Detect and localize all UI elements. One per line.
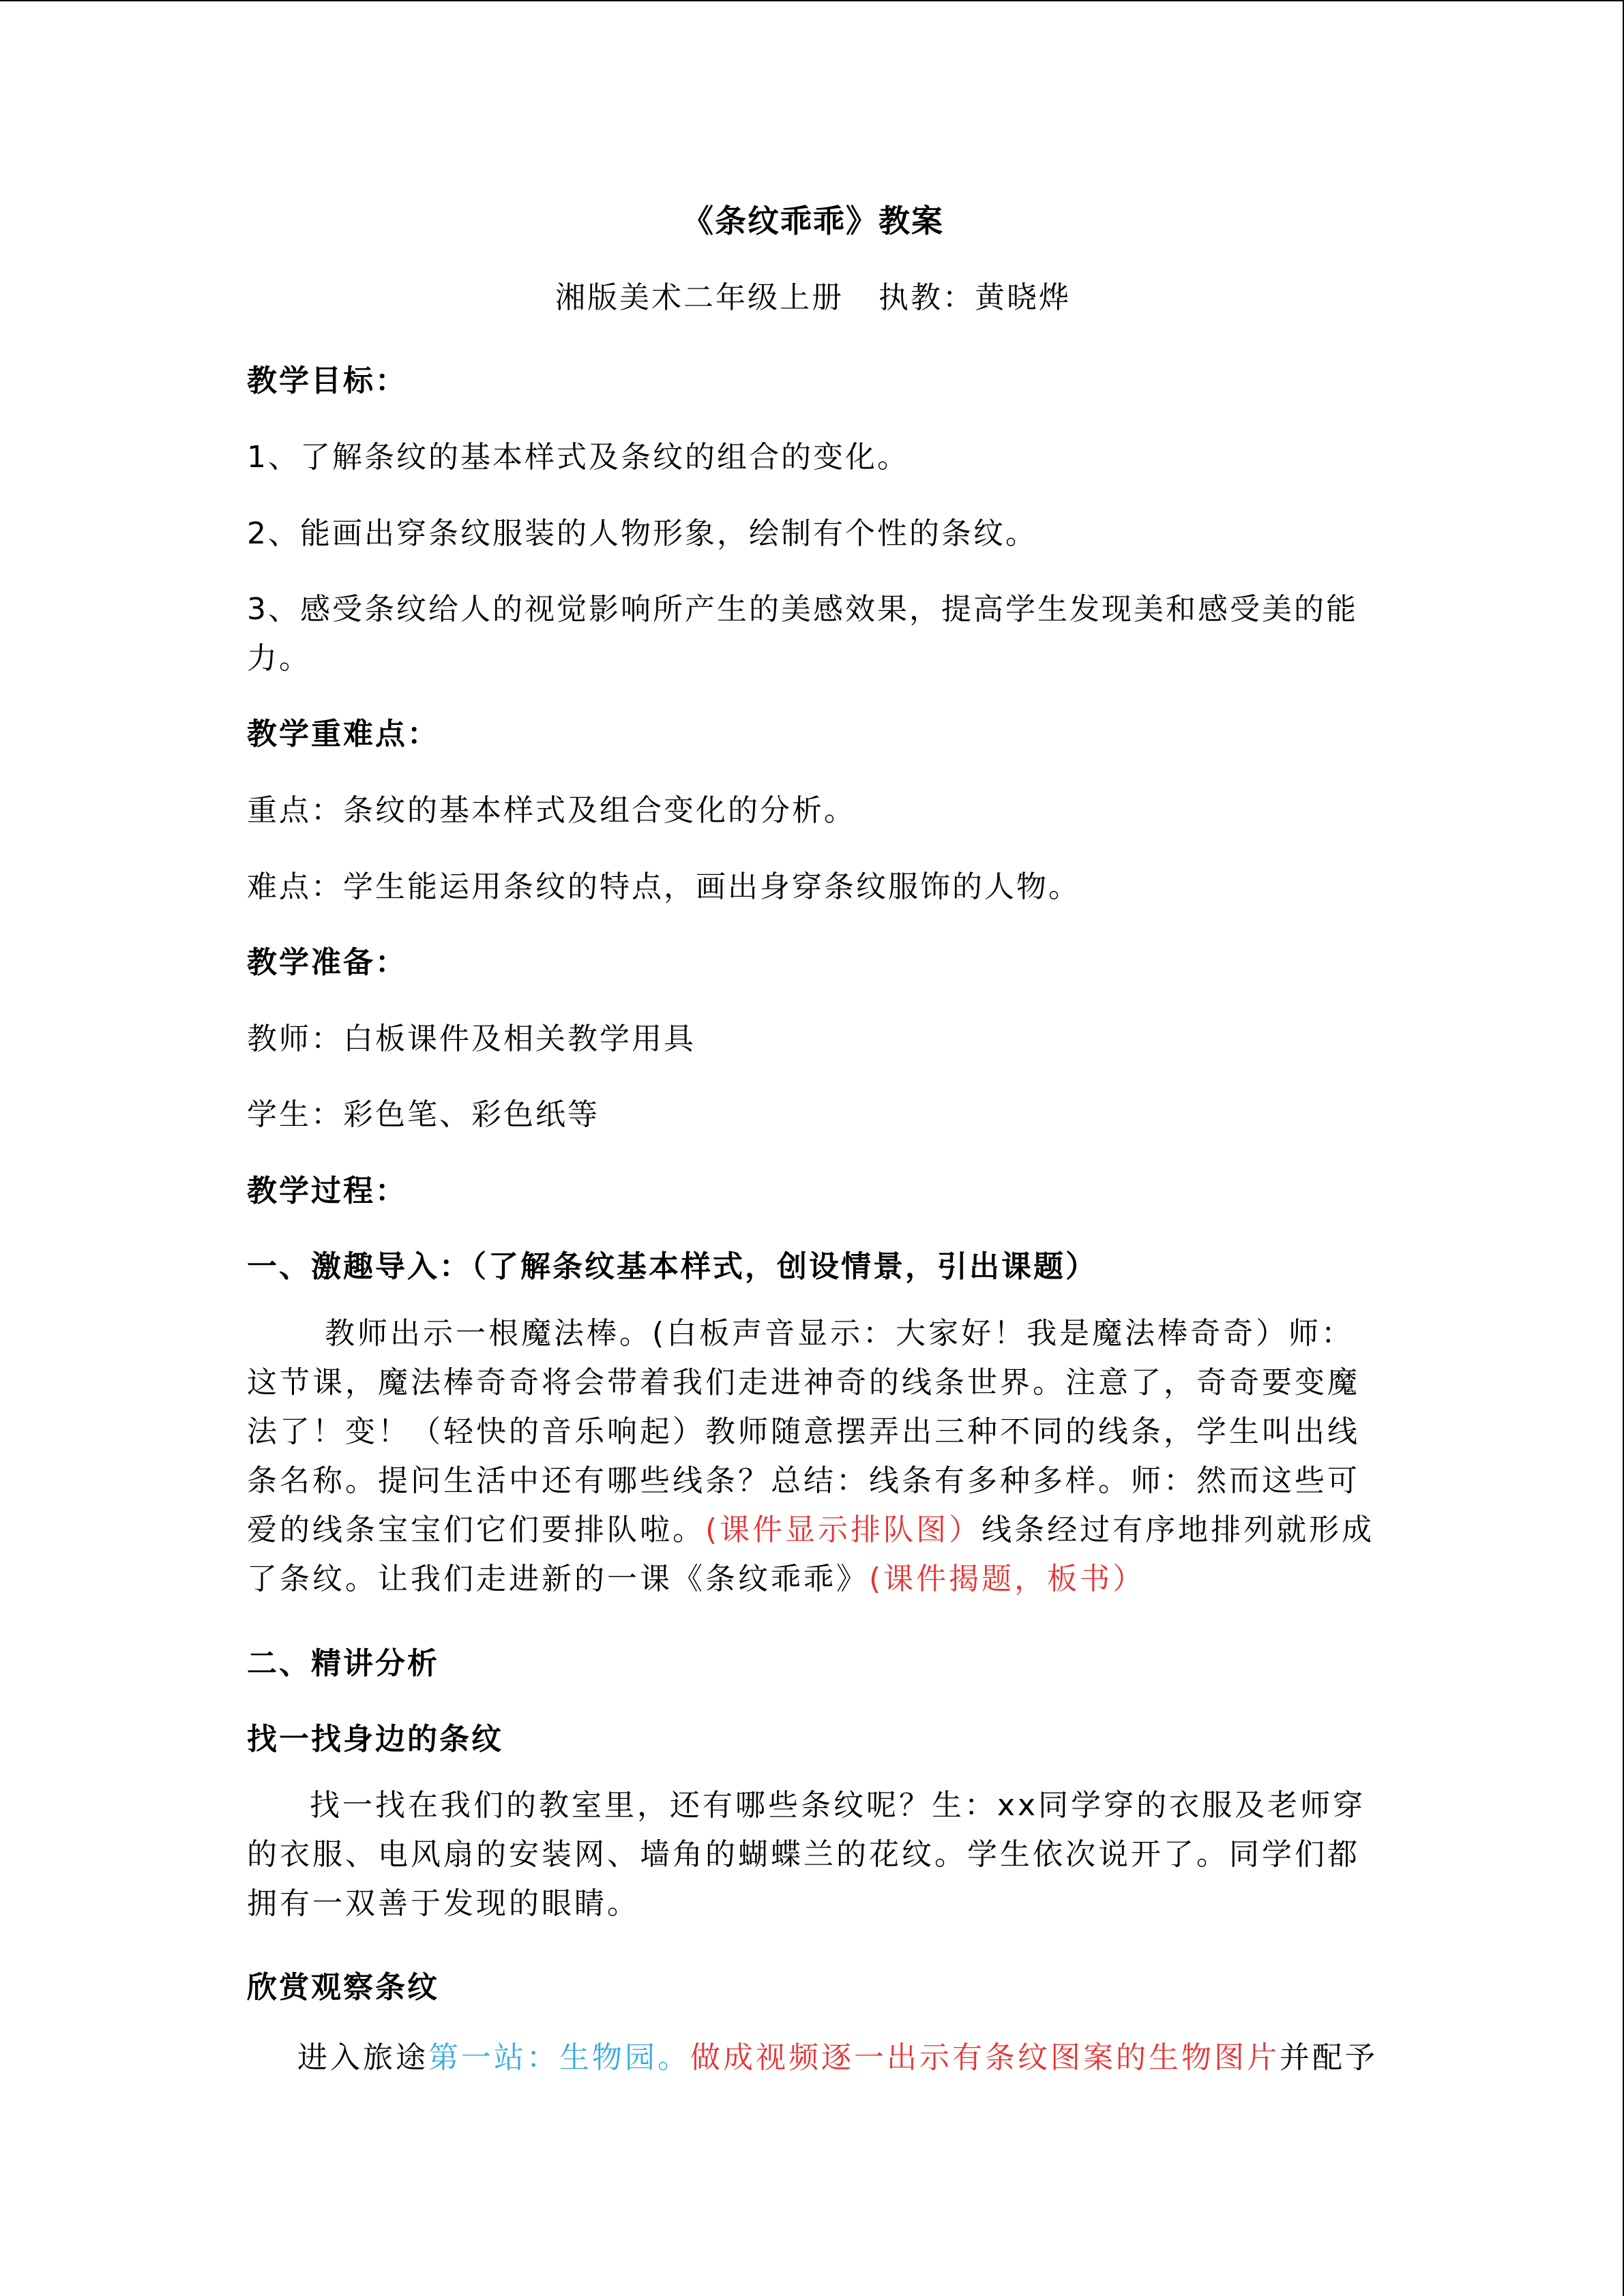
- paragraph-line: 找一找在我们的教室里，还有哪些条纹呢？生：xx同学穿的衣服及老师穿: [310, 1788, 1366, 1823]
- observe-paragraph: [247, 2033, 1379, 2083]
- section1-heading: 一、激趣导入：（了解条纹基本样式，创设情景，引出课题）: [247, 1249, 1097, 1284]
- paragraph-line: [247, 1506, 1379, 1555]
- paragraph-line: 拥有一双善于发现的眼睛。: [247, 1886, 640, 1921]
- goal-item: 3、感受条纹给人的视觉影响所产生的美感效果，提高学生发现美和感受美的能: [247, 592, 1358, 627]
- paragraph-text: 爱的线条宝宝们它们要排队啦。: [247, 1512, 705, 1547]
- keypoint-text: 重点：条纹的基本样式及组合变化的分析。: [247, 793, 856, 828]
- courseware-note: (课件显示排队图）: [705, 1512, 982, 1547]
- prep-teacher: 教师：白板课件及相关教学用具: [247, 1022, 696, 1056]
- paragraph-line: 教师出示一根魔法棒。(白板声音显示：大家好！我是魔法棒奇奇）师：: [325, 1316, 1355, 1351]
- section1-paragraph: [247, 1309, 1379, 1604]
- find-paragraph: [247, 1781, 1379, 1928]
- paragraph-line: 法了！变！（轻快的音乐响起）教师随意摆弄出三种不同的线条，学生叫出线: [247, 1414, 1360, 1449]
- courseware-note: (课件揭题，板书）: [869, 1562, 1146, 1596]
- difficulty-text: 难点：学生能运用条纹的特点，画出身穿条纹服饰的人物。: [247, 869, 1080, 904]
- section2-heading: 二、精讲分析: [247, 1646, 439, 1681]
- station-label: 第一站：生物园。: [428, 2040, 690, 2075]
- paragraph-text: 进入旅途: [297, 2040, 428, 2075]
- page-top-border: [0, 0, 1624, 1]
- paragraph-line: [247, 2033, 1379, 2083]
- paragraph-line: 条名称。提问生活中还有哪些线条？总结：线条有多种多样。师：然而这些可: [247, 1463, 1360, 1498]
- document-subtitle: 湘版美术二年级上册 执教：黄晓烨: [555, 280, 1071, 315]
- prep-heading: 教学准备：: [247, 945, 407, 980]
- goal-item: 1、了解条纹的基本样式及条纹的组合的变化。: [247, 440, 909, 475]
- courseware-note: 做成视频逐一出示有条纹图案的生物图片: [690, 2040, 1280, 2075]
- goal-item: 2、能画出穿条纹服装的人物形象，绘制有个性的条纹。: [247, 516, 1037, 551]
- prep-student: 学生：彩色笔、彩色纸等: [247, 1097, 600, 1132]
- keypoints-heading: 教学重难点：: [247, 717, 439, 751]
- paragraph-text: 线条经过有序地排列就形成: [981, 1512, 1375, 1547]
- goal-item: 力。: [247, 641, 311, 676]
- paragraph-line: 这节课，魔法棒奇奇将会带着我们走进神奇的线条世界。注意了，奇奇要变魔: [247, 1365, 1360, 1400]
- find-heading: 找一找身边的条纹: [247, 1722, 503, 1757]
- paragraph-line: [247, 1555, 1379, 1604]
- observe-heading: 欣赏观察条纹: [247, 1970, 439, 2005]
- goals-heading: 教学目标：: [247, 363, 407, 398]
- paragraph-text: 并配予: [1280, 2040, 1378, 2075]
- paragraph-line: 的衣服、电风扇的安装网、墙角的蝴蝶兰的花纹。学生依次说开了。同学们都: [247, 1837, 1360, 1872]
- paragraph-text: 了条纹。让我们走进新的一课《条纹乖乖》: [247, 1562, 869, 1596]
- document-title: 《条纹乖乖》教案: [682, 203, 944, 239]
- process-heading: 教学过程：: [247, 1174, 407, 1208]
